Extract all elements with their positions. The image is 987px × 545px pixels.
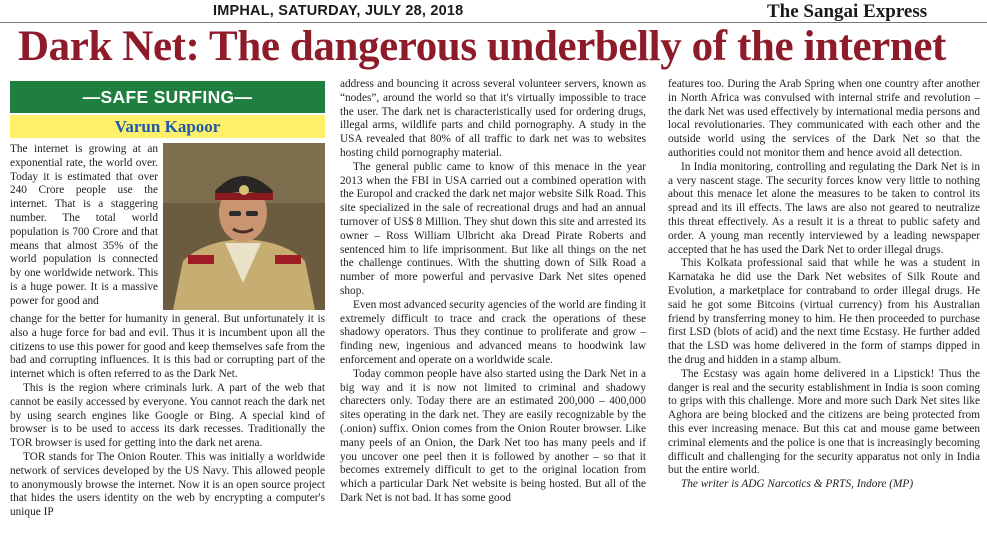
paragraph: The Ecstasy was again home delivered in a Lipstick! Thus the danger is real and the security establishment in India is soon coming to grips with this challenge. More and more such Dark Net sites like Aghora are being blocked and the citizens are being protected from this ever increasing menace. But this cat and mouse game between criminal elements and the police is one that is increasingly becoming difficult and challenging for the security apparatus not only in India but the entire world. <box>668 367 980 477</box>
paragraph: address and bouncing it across several volunteer servers, known as “nodes”, around the world so that it's virtually impossible to trace the user. The dark net is characteristically used for ordering drugs, illegal arms, wildlife parts and child pornography. A study in the USA revealed that 80% of all traffic to dark net was to websites hosting child pornography material. <box>340 78 646 159</box>
newspaper-name: The Sangai Express <box>767 1 928 22</box>
author-credit: The writer is ADG Narcotics & PRTS, Indore (MP) <box>681 478 914 491</box>
kicker-label: —SAFE SURFING— <box>82 86 253 107</box>
paragraph: features too. During the Arab Spring when one country after another in North Africa was convulsed with internal strife and revolution – the dark Net was used effectively by international media persons and local revolutionaries. They communicated with each other and the outside world using the services of the Dark Net so that the authorities could not monitor them and hence avoid all detection. <box>668 78 980 159</box>
portrait-illustration <box>163 143 325 310</box>
paragraph: Even most advanced security agencies of the world are finding it extremely difficult to trace and crack the operations of these shadowy operators. Thus they continue to proliferate and grow – finding new, ingenious and advanced means to hoodwink law enforcement and operate on a worldwide scale. <box>340 298 646 366</box>
byline <box>10 115 325 138</box>
paragraph: The general public came to know of this menace in the year 2013 when the FBI in USA carried out a combined operation with the Europol and cracked the dark net major website Silk Road. This site specialized in the sale of recreational drugs and had an annual turnover of US$ 8 Million. They shut down this site and arrested its owner – Ross William Ulbricht aka Dread Pirate Roberts and sentenced him to life imprisonment. But like all things on the net the challenge continues. With the shutting down of Silk Road a number of more powerful and pervasive Dark Net sites opened shop. <box>340 160 646 297</box>
column-1-intro <box>10 143 158 309</box>
headline: Dark Net: The dangerous underbelly of the internet <box>18 23 946 70</box>
column-3 <box>668 78 980 492</box>
section-kicker <box>10 81 325 113</box>
dateline: IMPHAL, SATURDAY, JULY 28, 2018 <box>213 3 464 19</box>
paragraph: The internet is growing at an exponential rate, the world over. Today it is estimated that over 240 Crore people use the internet. That is a staggering number. The total world population is 700 Crore and that means that almost 35% of the world population is connected by one worldwide network. This is a huge power. It is a massive power for good and <box>10 143 158 307</box>
paragraph: Today common people have also started using the Dark Net in a big way and it is now not limited to criminal and shadowy charecters only. Today there are an estimated 200,000 – 400,000 sites operating in the dark net. They are easily recognizable by the (.onion) suffix. Onion comes from the Onion Router browser. Like many peels of an Onion, the Dark Net too has many peels and if you uncover one peel then it is followed by another – so that it becomes extremely difficult to get to the original location from which a particular Dark Net website is being hosted. But all of the Dark Net is not bad. It has some good <box>340 367 646 504</box>
column-2 <box>340 78 646 506</box>
paragraph: This is the region where criminals lurk. A part of the web that cannot be easily accessed by everyone. You cannot reach the dark net by using search engines like Google or Bing. A special kind of browser is to be used to access its dark recesses. Traditionally the TOR browser is used for getting into the dark net arena. <box>10 381 325 450</box>
author-name: Varun Kapoor <box>114 116 221 136</box>
paragraph: In India monitoring, controlling and regulating the Dark Net is in a very nascent stage. The security forces know very little to nothing about this menace let alone the measures to be taken to control its spread and its ill effects. The laws are also not geared to neutralize this threat effectively. As a result it is a threat to public safety and order. A young man recently interviewed by a leading newspaper accepted that he has used the Dark Net to order illegal drugs. <box>668 160 980 256</box>
officer-portrait-icon <box>163 143 325 310</box>
masthead <box>0 0 987 23</box>
paragraph: TOR stands for The Onion Router. This was initially a worldwide network of services developed by the US Navy. This allowed people to anonymously browse the internet. Now it is an open source project that hides the users identity on the web by encrypting a computer's unique IP <box>10 450 325 519</box>
paragraph: change for the better for humanity in general. But unfortunately it is also a huge force for bad and evil. Thus it is incumbent upon all the citizens to use this power for good and keep themselves safe from the bad and corrupting influences. It is this bad or corrupting part of the internet which is often referred to as the Dark Net. <box>10 313 325 381</box>
column-1-continued <box>10 313 325 520</box>
paragraph: This Kolkata professional said that while he was a student in Karnataka he did use the Dark Net websites of Silk Route and Evolution, a marketplace for contraband to order illegal drugs. He said he got some Bitcoins (virtual currency) from his Australian friend by transferring money to him. He then proceeded to purchase first LSD (blots of acid) and the next time Ecstasy. He further added that the LSD was home delivered in the form of stamps dipped in the drug and hidden in a stamp album. <box>668 257 980 366</box>
